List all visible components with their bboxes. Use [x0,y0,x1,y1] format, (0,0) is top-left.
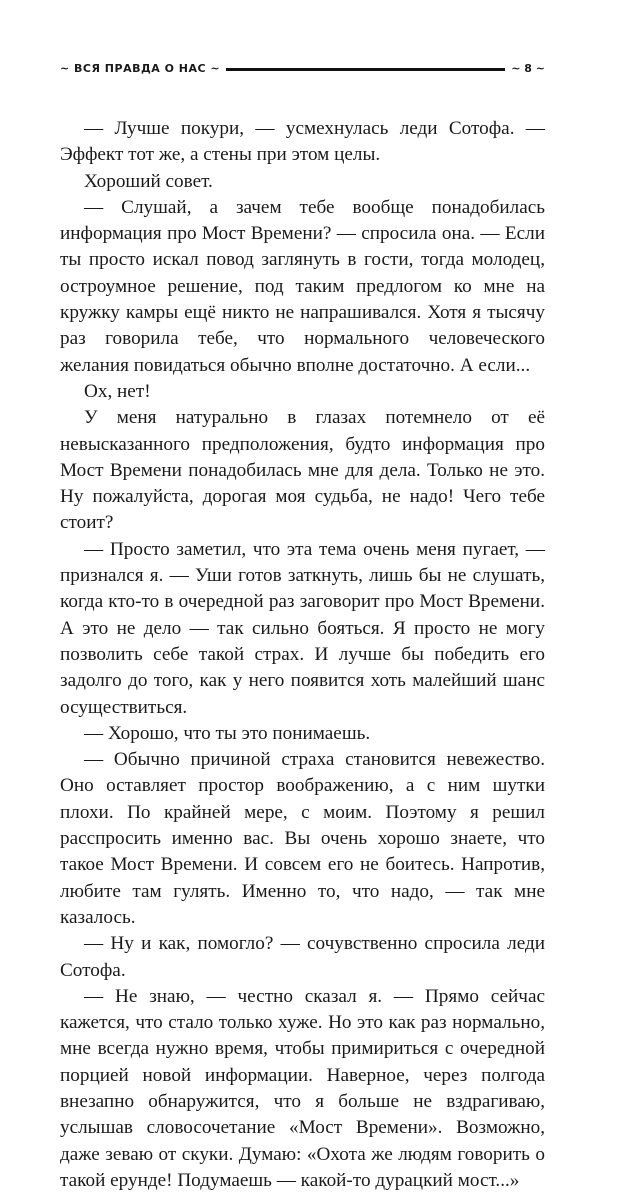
paragraph: — Хорошо, что ты это понимаешь. [84,722,371,744]
paragraph: Хороший совет. [84,170,213,192]
body-text [60,116,545,1194]
running-header [60,60,545,88]
paragraph: — Просто заметил, что эта тема очень меня пугает, — признался я. — Уши готов заткнуть, лишь бы не слушать, когда кто-то в очередной раз заговорит про Мост Времени. А это не дело — так сильно бояться. Я просто не могу позволить себе такой страх. И лучше бы победить его задолго до того, как у него появится хоть малейший шанс осуществиться. [60,538,545,718]
running-title: ~ ВСЯ ПРАВДА О НАС ~ [60,58,226,80]
paragraph: — Не знаю, — честно сказал я. — Прямо сейчас кажется, что стало только хуже. Но это как раз нормально, мне всегда нужно время, чтобы примириться с очередной порцией новой информации. Наверное, через полгода внезапно обнаружится, что я больше не вздрагиваю, услышав словосочетание «Мост Времени». Возможно, даже зеваю от скуки. Думаю: «Охота же людям говорить о такой ерунде! Подумаешь — какой-то дурацкий мост...» [60,985,545,1191]
paragraph: — Лучше покури, — усмехнулась леди Сотофа. — Эффект тот же, а стены при этом целы. [60,118,545,166]
paragraph: Ох, нет! [84,380,151,402]
paragraph: — Обычно причиной страха становится невежество. Оно оставляет простор воображению, а с ним шутки плохи. По крайней мере, с моим. Поэтому я решил расспросить именно вас. Вы очень хорошо знаете, что такое Мост Времени. И совсем его не боитесь. Напротив, любите там гулять. Именно то, что надо, — так мне казалось. [60,749,545,928]
paragraph: — Ну и как, помогло? — сочувственно спросила леди Сотофа. [60,933,545,981]
page-number: ~ 8 ~ [505,58,545,80]
paragraph: У меня натурально в глазах потемнело от её невысказанного предположения, будто информация про Мост Времени понадобилась мне для дела. Только не это. Ну пожалуйста, дорогая моя судьба, не надо! Чего тебе стоит? [60,407,545,534]
paragraph: — Слушай, а зачем тебе вообще понадобилась информация про Мост Времени? — спросила она. — Если ты просто искал повод заглянуть в гости, тогда молодец, остроумное решение, под таким предлогом ко мне на кружку камры ещё никто не напрашивался. Хотя я тысячу раз говорила тебе, что нормального человеческого желания повидаться обычно вполне достаточно. А если... [60,196,545,376]
